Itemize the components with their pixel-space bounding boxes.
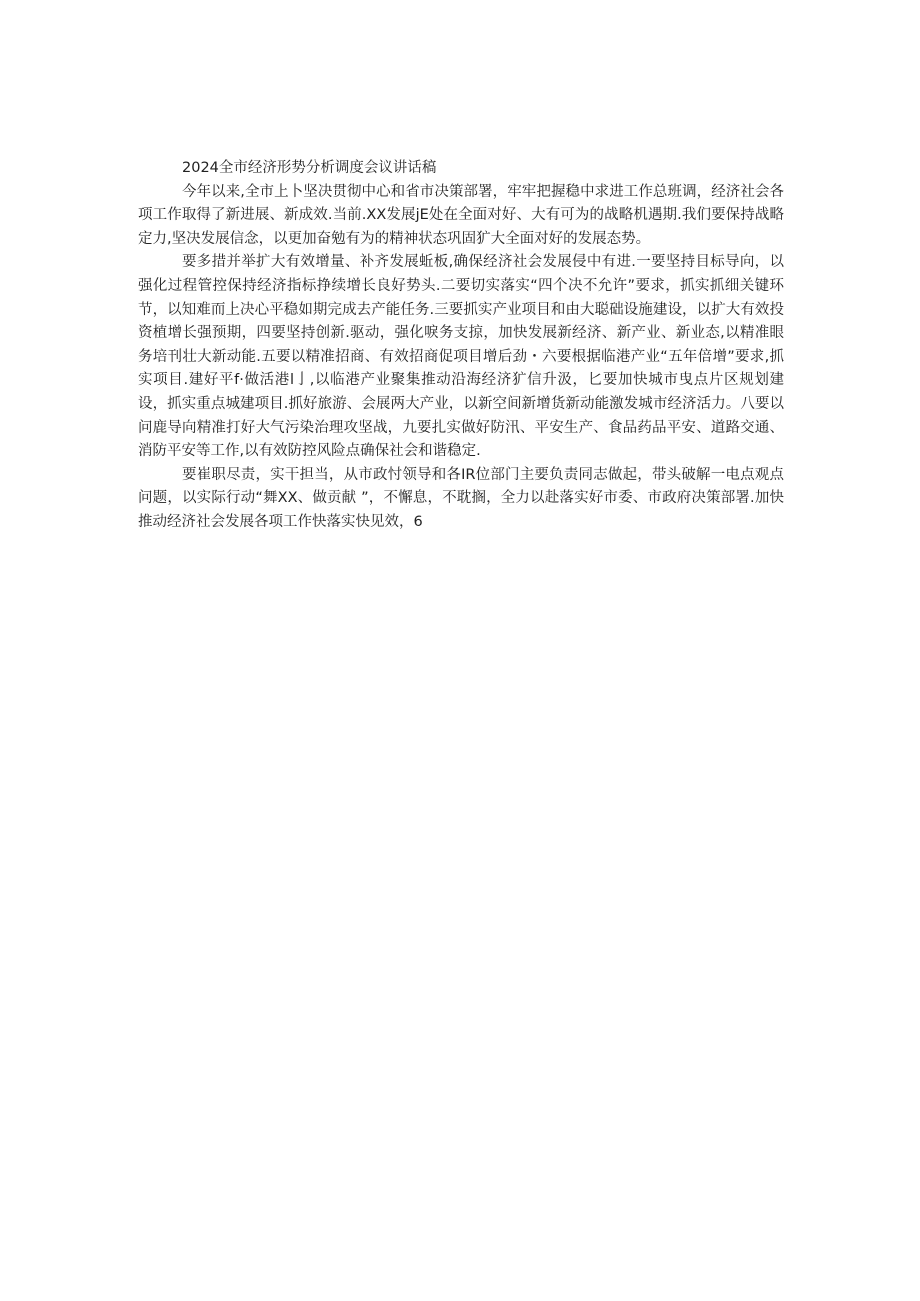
paragraph-responsibility: 要崔职尽责，实干担当，从市政忖领导和各IR位部门主要负责同志做起，带头破解一电点观点问题，以实际行动“舞XX、做贡献 ”，不懈息，不耽搁，全力以赴落实好市委、市政府决策部署.加快推动经济社会发展各项工作快落实快见效，6 bbox=[138, 466, 784, 530]
paragraph-intro: 今年以来,全市上卜坚决贯彻中心和省市决策部署，牢牢把握稳中求进工作总班调，经济社会各项工作取得了新进展、新成效.当前.XX发展jE处在全面对好、大有可为的战略机遇期.我们要保持战略定力,坚决发展信念，以更加奋勉有为的精神状态巩固犷大全面对好的发展态势。 bbox=[138, 183, 784, 247]
document-body bbox=[138, 157, 784, 535]
document-title: 2024全市经济形势分析调度会议讲话稿 bbox=[182, 160, 437, 176]
paragraph-measures: 要多措并举扩大有效增量、补齐发展蚯板,确保经济社会发展侵中有进.一要坚持目标导向，以强化过程管控保持经济指标挣续增长良好势头.二要切实落实“四个决不允许”要求，抓实抓细关键环节，以知难而上决心平稳如期完成去产能任务.三要抓实产业项目和由大聪础设施建设，以扩大有效投资植增长强预期，四要坚持创新.驱动，强化唳务支掠，加快发展新经济、新产业、新业态,以精准眼务培刊壮大新动能.五要以精准招商、有效招商促项目增后劲・六要根据临港产业“五年倍增”要求,抓实项目.建好平f·做活港l亅,以临港产业聚集推动沿海经济犷信升汲，匕要加快城市曳点片区规划建设，抓实重点城建项目.抓好旅游、会展两大产业，以新空间新增货新动能激发城市经济活力。八要以问鹿导向精准打好大气污染治理攻坚战，九要扎实做好防汛、平安生产、食品药品平安、道路交通、消防平安等工作,以有效防控风险点确保社会和谐稳定. bbox=[138, 254, 784, 460]
